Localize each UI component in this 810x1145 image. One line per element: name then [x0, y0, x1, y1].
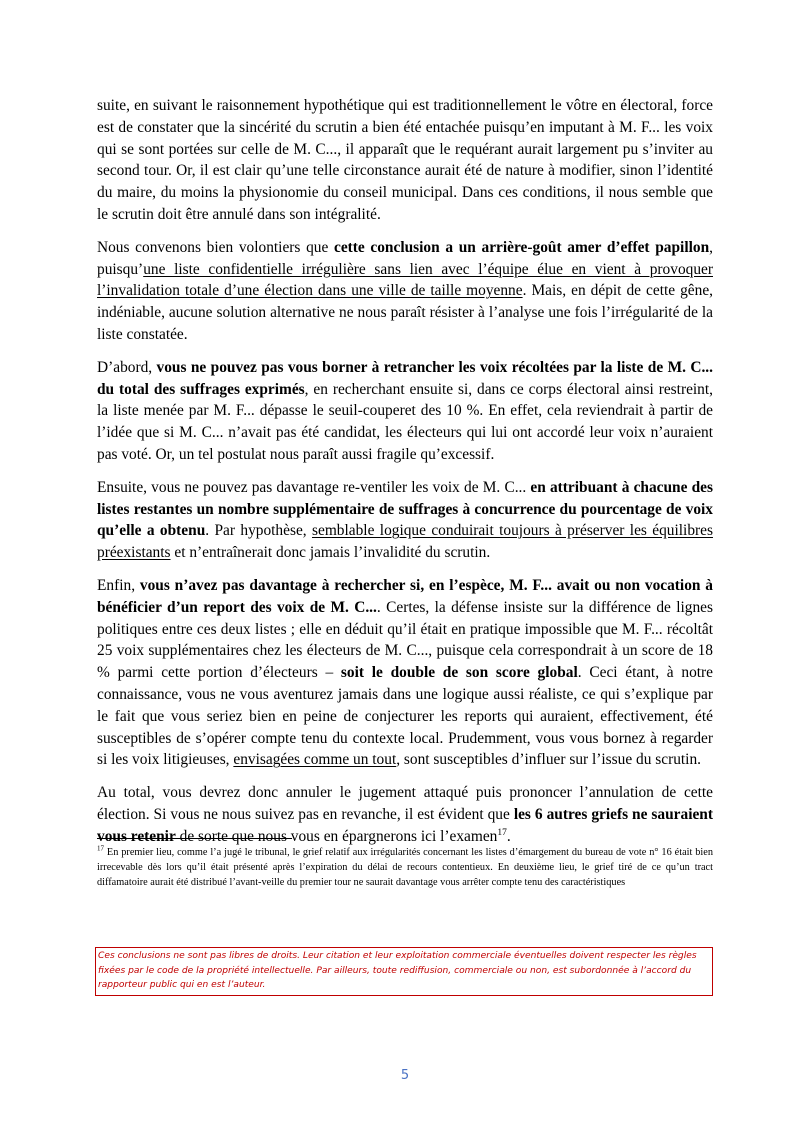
footnote-separator: [97, 838, 292, 839]
footnote-text: En premier lieu, comme l’a jugé le tribunal, le grief relatif aux irrégularités concernant les listes d’émargement du bureau de vote n° 16 était bien irrecevable dès lors qu’il était présenté après l’expiration du délai de recours contentieux. En deuxième lieu, le grief tiré de ce qu’un tract diffamatoire aurait été distribué l’avant-veille du premier tour ne saurait davantage vous arrêter compte tenu des caractéristiques: [97, 847, 713, 888]
underlined-text: une liste confidentielle irrégulière sans lien avec l’équipe élue en vient à provoquer l’invalidation totale d’une élection dans une ville de taille moyenne: [97, 260, 713, 300]
text-run: Nous convenons bien volontiers que: [97, 238, 334, 256]
bold-text: vous n’avez pas davantage à rechercher si, en l’espèce, M. F... avait ou non vocation à bénéficier d’un report des voix de M. C...: [97, 576, 713, 616]
bold-text: vous ne pouvez pas vous borner à retrancher les voix récoltées par la liste de M. C... du total des suffrages exprimés: [97, 358, 713, 398]
underlined-text: semblable logique conduirait toujours à préserver les équilibres préexistants: [97, 522, 713, 562]
text-run: . Par hypothèse,: [205, 522, 313, 540]
text-run: Enfin,: [97, 576, 140, 594]
footnote-marker: 17: [97, 844, 104, 853]
copyright-notice: Ces conclusions ne sont pas libres de droits. Leur citation et leur exploitation commerciale éventuelles doivent respecter les règles fixées par le code de la propriété intellectuelle. Par ailleurs, toute rediffusion, commerciale ou non, est subordonnée à l’accord du rapporteur public qui en est l’auteur.: [95, 947, 713, 996]
paragraph: [97, 575, 713, 771]
page-number: 5: [400, 1068, 410, 1083]
text-run: de sorte que nous vous en épargnerons ici l’examen: [175, 827, 498, 845]
footnote-reference: 17: [497, 827, 507, 838]
text-run: Au total, vous devrez donc annuler le jugement attaqué puis prononcer l’annulation de cette élection. Si vous ne nous suivez pas en revanche, il est évident que: [97, 784, 713, 823]
text-run: , sont susceptibles d’influer sur l’issue du scrutin.: [396, 751, 701, 769]
bold-text: cette conclusion a un arrière-goût amer d’effet papillon: [333, 238, 710, 256]
bold-text: les 6 autres griefs ne sauraient vous retenir: [97, 805, 713, 845]
text-run: . Ceci étant, à notre connaissance, vous ne vous aventurez jamais dans une logique aussi réaliste, ce qui s’explique par le fait que vous seriez bien en peine de conjecturer les reports qui auraient, effectivement, été susceptibles de s’opérer compte tenu du contexte local. Prudemment, vous vous bornez à regarder si les voix litigieuses,: [97, 664, 714, 769]
underlined-text: envisagées comme un tout: [233, 751, 397, 769]
paragraph: [97, 357, 713, 466]
text-run: et n’entraînerait donc jamais l’invalidité du scrutin.: [170, 544, 491, 562]
bold-text: en attribuant à chacune des listes restantes un nombre supplémentaire de suffrages à concurrence du pourcentage de voix qu’elle a obtenu: [97, 478, 713, 540]
body-text: [97, 95, 713, 859]
footnote: [97, 845, 713, 890]
paragraph: [97, 95, 713, 226]
text-run: D’abord,: [97, 358, 157, 376]
paragraph: [97, 237, 713, 346]
text-run: suite, en suivant le raisonnement hypothétique qui est traditionnellement le vôtre en électoral, force est de constater que la sincérité du scrutin a bien été entachée puisqu’en imputant à M. F... les voix qui se sont portées sur celle de M. C..., il apparaît que le requérant aurait largement pu s’inviter au second tour. Or, il est clair qu’une telle circonstance aurait été de nature à modifier, sinon l’identité du maire, du moins la physionomie du conseil municipal. Dans ces conditions, il nous semble que le scrutin doit être annulé dans son intégralité.: [97, 97, 713, 223]
bold-text: soit le double de son score global: [340, 664, 578, 682]
text-run: Ensuite, vous ne pouvez pas davantage re-ventiler les voix de M. C...: [97, 478, 531, 496]
text-run: . Certes, la défense insiste sur la différence de lignes politiques entre ces deux listes ; elle en déduit qu’il était en pratique impossible que M. F... récoltât 25 voix supplémentaires chez les électeurs de M. C..., puisque cela correspondrait à un score de 18 % parmi cette portion d’électeurs –: [97, 598, 713, 682]
paragraph: [97, 477, 713, 564]
text-run: , puisqu’: [97, 238, 713, 278]
text-run: , en recherchant ensuite si, dans ce corps électoral ainsi restreint, la liste menée par M. F... dépasse le seuil-couperet des 10 %. En effet, cela reviendrait à partir de l’idée que si M. C... n’avait pas été candidat, les électeurs qui lui ont accordé leur voix n’auraient pas voté. Or, un tel postulat nous paraît aussi fragile qu’excessif.: [97, 380, 713, 463]
text-run: . Mais, en dépit de cette gêne, indéniable, aucune solution alternative ne nous paraît résister à l’analyse une fois l’irrégularité de la liste constatée.: [97, 282, 713, 343]
text-run: .: [506, 827, 511, 845]
